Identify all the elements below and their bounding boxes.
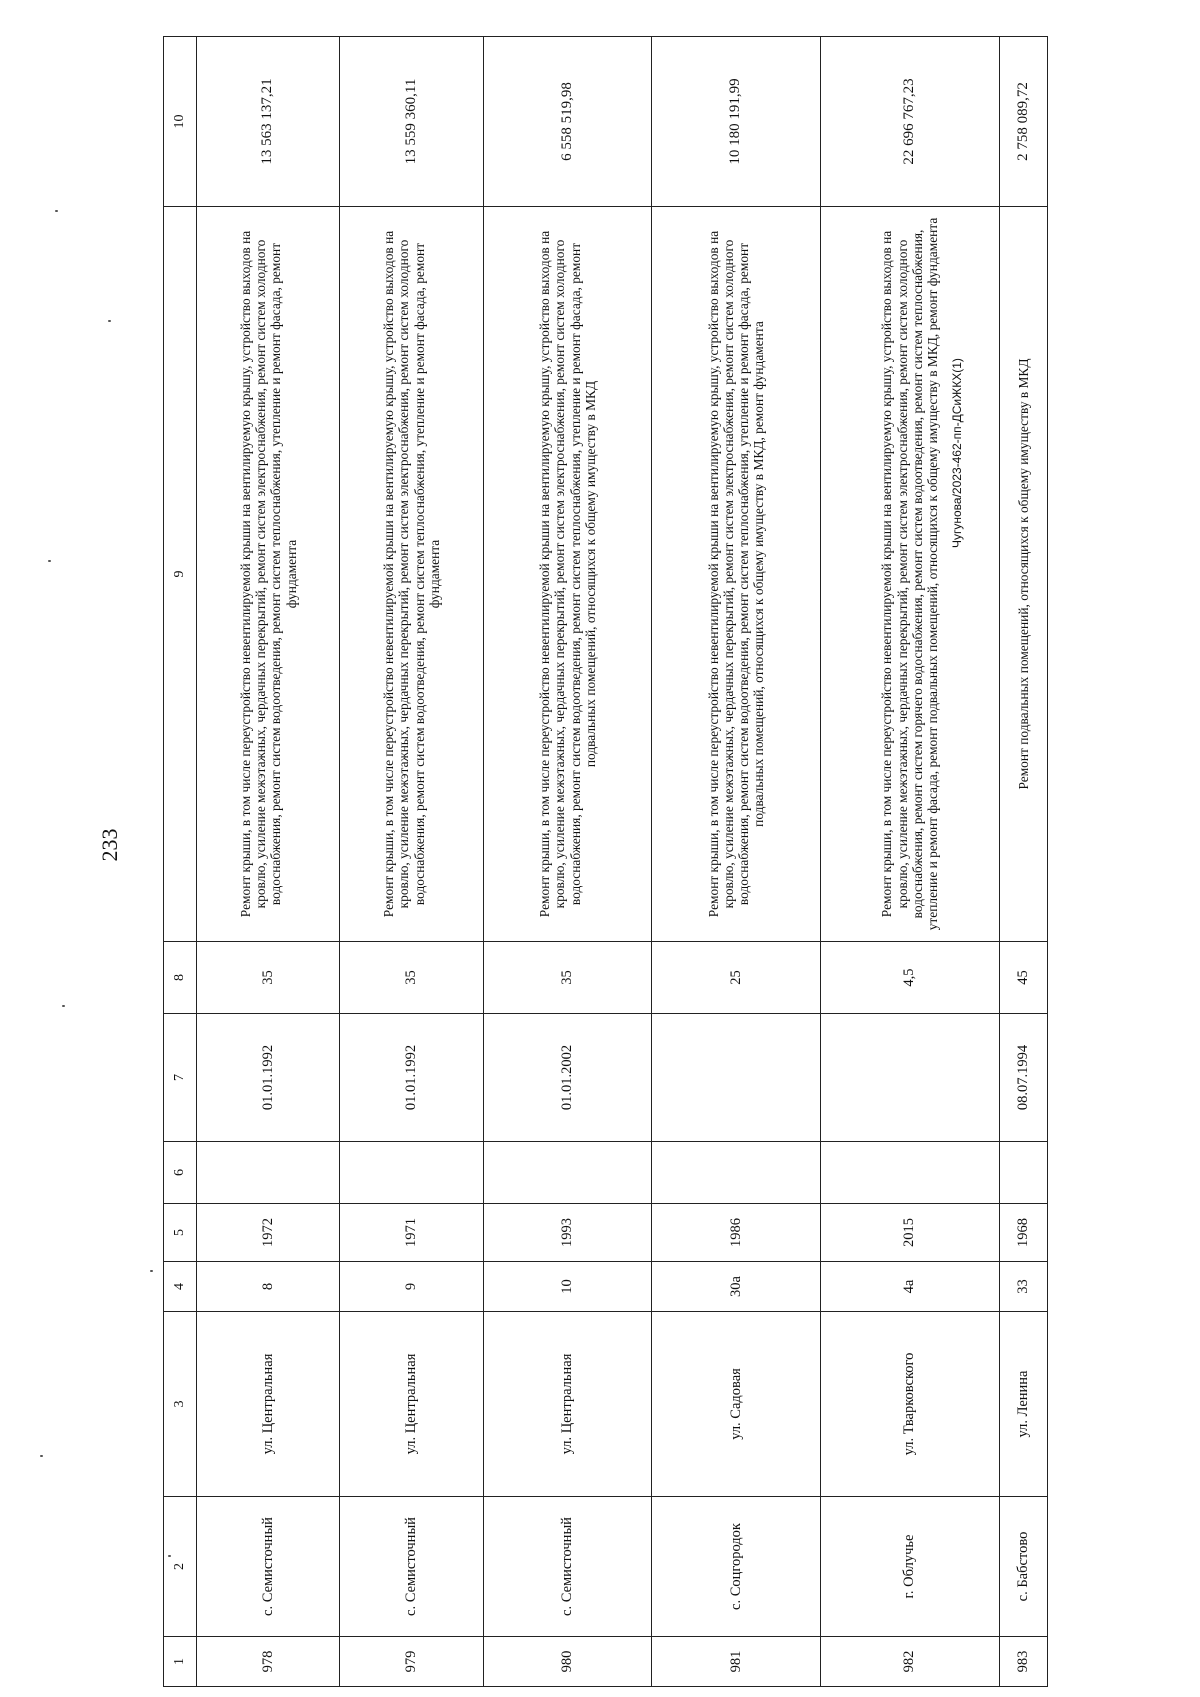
street-cell: ул. Центральная: [340, 1312, 483, 1497]
works-cell: Ремонт подвальных помещений, относящихся к общему имуществу в МКД: [1000, 207, 1048, 942]
page-number: 233: [97, 828, 122, 862]
amount-cell: 10 180 191,99: [652, 37, 820, 207]
works-cell: Ремонт крыши, в том числе переустройство невентилируемой крыши на вентилируемую крышу, устройство выходов на кровлю, усиление межэтажных, чердачных перекрытий, ремонт систем электроснабжения, ремонт систем холодного водоснабжения, ремонт систем водоотведения, ремонт систем теплоснабжения, утепление и ремонт фасада, ремонт подвальных помещений, относящихся к общему имуществу в МКД: [483, 207, 651, 942]
scan-speck: [62, 1005, 65, 1007]
register-table-rotated: [163, 37, 1048, 1687]
col8-cell: 35: [197, 942, 340, 1014]
col6-cell: [483, 1142, 651, 1204]
amount-cell: 13 559 360,11: [340, 37, 483, 207]
street-cell: ул. Центральная: [197, 1312, 340, 1497]
col8-cell: 45: [1000, 942, 1048, 1014]
table-row: [483, 37, 651, 1687]
house-cell: 33: [1000, 1262, 1048, 1312]
table-row: [340, 37, 483, 1687]
column-header: 9: [164, 207, 197, 942]
col6-cell: [340, 1142, 483, 1204]
settlement-cell: с. Семисточный: [483, 1497, 651, 1637]
scan-speck: [40, 1455, 43, 1457]
house-cell: 8: [197, 1262, 340, 1312]
row-number: 981: [652, 1637, 820, 1687]
scan-speck: [55, 210, 58, 212]
col6-cell: [652, 1142, 820, 1204]
column-header: 6: [164, 1142, 197, 1204]
register-table: [163, 36, 1048, 1687]
date-cell: [820, 1014, 999, 1142]
column-header: 10: [164, 37, 197, 207]
date-cell: [652, 1014, 820, 1142]
table-row: [1000, 37, 1048, 1687]
col8-cell: 4,5: [820, 942, 999, 1014]
settlement-cell: с. Соцгородок: [652, 1497, 820, 1637]
scan-speck: [48, 560, 51, 562]
col8-cell: 35: [340, 942, 483, 1014]
year-cell: 1986: [652, 1204, 820, 1262]
year-cell: 1968: [1000, 1204, 1048, 1262]
col6-cell: [197, 1142, 340, 1204]
house-cell: 9: [340, 1262, 483, 1312]
col8-cell: 35: [483, 942, 651, 1014]
column-header: 1: [164, 1637, 197, 1687]
house-cell: 10: [483, 1262, 651, 1312]
date-cell: 01.01.2002: [483, 1014, 651, 1142]
col8-cell: 25: [652, 942, 820, 1014]
column-header: 5: [164, 1204, 197, 1262]
scan-speck: [150, 1270, 153, 1272]
table-row: [820, 37, 999, 1687]
row-number: 978: [197, 1637, 340, 1687]
column-header: 4: [164, 1262, 197, 1312]
col6-cell: [820, 1142, 999, 1204]
table-row: [652, 37, 820, 1687]
row-number: 982: [820, 1637, 999, 1687]
year-cell: 1971: [340, 1204, 483, 1262]
works-cell: Ремонт крыши, в том числе переустройство невентилируемой крыши на вентилируемую крышу, устройство выходов на кровлю, усиление межэтажных, чердачных перекрытий, ремонт систем электроснабжения, ремонт систем холодного водоснабжения, ремонт систем горячего водоснабжения, ремонт систем водоотведения, ремонт систем теплоснабжения, утепление и ремонт фасада, ремонт подвальных помещений, относящихся к общему имуществу в МКД, ремонт фундамента: [820, 207, 999, 942]
col6-cell: [1000, 1142, 1048, 1204]
column-header: 2: [164, 1497, 197, 1637]
works-cell: Ремонт крыши, в том числе переустройство невентилируемой крыши на вентилируемую крышу, устройство выходов на кровлю, усиление межэтажных, чердачных перекрытий, ремонт систем электроснабжения, ремонт систем холодного водоснабжения, ремонт систем водоотведения, ремонт систем теплоснабжения, утепление и ремонт фасада, ремонт фундамента: [197, 207, 340, 942]
date-cell: 01.01.1992: [340, 1014, 483, 1142]
settlement-cell: с. Бабстово: [1000, 1497, 1048, 1637]
column-header: 8: [164, 942, 197, 1014]
year-cell: 1993: [483, 1204, 651, 1262]
amount-cell: 22 696 767,23: [820, 37, 999, 207]
date-cell: 01.01.1992: [197, 1014, 340, 1142]
scan-speck: [168, 1555, 171, 1557]
year-cell: 2015: [820, 1204, 999, 1262]
amount-cell: 2 758 089,72: [1000, 37, 1048, 207]
house-cell: 30а: [652, 1262, 820, 1312]
street-cell: ул. Садовая: [652, 1312, 820, 1497]
street-cell: ул. Тварковского: [820, 1312, 999, 1497]
scan-speck: [108, 320, 111, 322]
works-cell: Ремонт крыши, в том числе переустройство невентилируемой крыши на вентилируемую крышу, устройство выходов на кровлю, усиление межэтажных, чердачных перекрытий, ремонт систем электроснабжения, ремонт систем холодного водоснабжения, ремонт систем водоотведения, ремонт систем теплоснабжения, утепление и ремонт фасада, ремонт подвальных помещений, относящихся к общему имуществу в МКД, ремонт фундамента: [652, 207, 820, 942]
house-cell: 4а: [820, 1262, 999, 1312]
date-cell: 08.07.1994: [1000, 1014, 1048, 1142]
header-row: [164, 37, 197, 1687]
document-code: Чугунова/2023-462-пп-ДСиЖКХ(1): [950, 358, 964, 548]
year-cell: 1972: [197, 1204, 340, 1262]
settlement-cell: с. Семисточный: [197, 1497, 340, 1637]
table-row: [197, 37, 340, 1687]
row-number: 983: [1000, 1637, 1048, 1687]
amount-cell: 6 558 519,98: [483, 37, 651, 207]
row-number: 980: [483, 1637, 651, 1687]
row-number: 979: [340, 1637, 483, 1687]
street-cell: ул. Ленина: [1000, 1312, 1048, 1497]
amount-cell: 13 563 137,21: [197, 37, 340, 207]
settlement-cell: с. Семисточный: [340, 1497, 483, 1637]
column-header: 7: [164, 1014, 197, 1142]
column-header: 3: [164, 1312, 197, 1497]
street-cell: ул. Центральная: [483, 1312, 651, 1497]
settlement-cell: г. Облучье: [820, 1497, 999, 1637]
works-cell: Ремонт крыши, в том числе переустройство невентилируемой крыши на вентилируемую крышу, устройство выходов на кровлю, усиление межэтажных, чердачных перекрытий, ремонт систем электроснабжения, ремонт систем холодного водоснабжения, ремонт систем водоотведения, ремонт систем теплоснабжения, утепление и ремонт фасада, ремонт фундамента: [340, 207, 483, 942]
